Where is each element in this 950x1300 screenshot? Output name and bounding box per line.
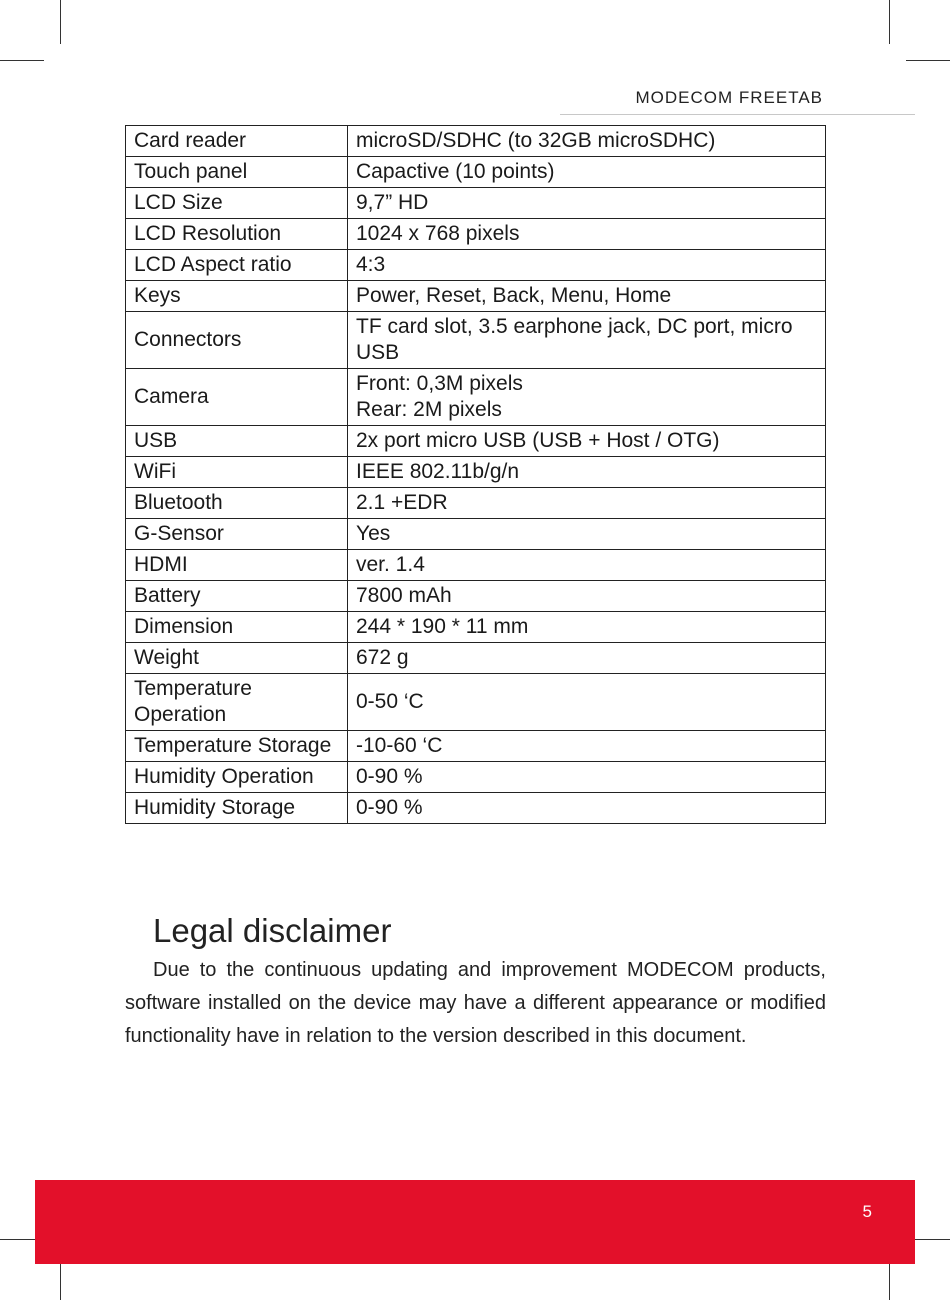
- spec-value: Yes: [348, 519, 826, 550]
- spec-row: [126, 550, 826, 581]
- spec-label: Temperature Storage: [126, 731, 348, 762]
- legal-heading: Legal disclaimer: [153, 912, 392, 949]
- spec-value: 9,7” HD: [348, 188, 826, 219]
- spec-value: 1024 x 768 pixels: [348, 219, 826, 250]
- spec-value: 0-90 %: [348, 793, 826, 824]
- legal-body: Due to the continuous updating and improvement MODECOM products, software installed on the device may have a different appearance or modified functionality have in relation to the version described in this document.: [125, 959, 826, 1047]
- spec-label: Weight: [126, 643, 348, 674]
- spec-label: Bluetooth: [126, 488, 348, 519]
- spec-row: [126, 219, 826, 250]
- spec-label: Humidity Storage: [126, 793, 348, 824]
- crop-mark: [60, 0, 61, 44]
- spec-value: Capactive (10 points): [348, 157, 826, 188]
- spec-row: [126, 793, 826, 824]
- spec-value: 244 * 190 * 11 mm: [348, 612, 826, 643]
- spec-row: [126, 643, 826, 674]
- spec-value: -10-60 ‘C: [348, 731, 826, 762]
- page-number: 5: [862, 1202, 872, 1221]
- spec-row: [126, 250, 826, 281]
- spec-value: 2x port micro USB (USB + Host / OTG): [348, 426, 826, 457]
- header-title: MODECOM FREETAB: [635, 88, 823, 107]
- spec-row: [126, 457, 826, 488]
- spec-value: 0-50 ‘C: [348, 674, 826, 731]
- spec-value: 672 g: [348, 643, 826, 674]
- spec-value: ver. 1.4: [348, 550, 826, 581]
- spec-label: Temperature Operation: [126, 674, 348, 731]
- spec-label: LCD Size: [126, 188, 348, 219]
- spec-label: Connectors: [126, 312, 348, 369]
- spec-label: Battery: [126, 581, 348, 612]
- spec-row: [126, 731, 826, 762]
- spec-label: LCD Resolution: [126, 219, 348, 250]
- footer-bar: [35, 1180, 915, 1264]
- spec-row: [126, 312, 826, 369]
- spec-row: [126, 612, 826, 643]
- spec-label: Card reader: [126, 126, 348, 157]
- crop-mark: [889, 0, 890, 44]
- header-rule: [560, 114, 915, 115]
- spec-label: G-Sensor: [126, 519, 348, 550]
- spec-row: [126, 519, 826, 550]
- spec-row: [126, 674, 826, 731]
- spec-row: [126, 281, 826, 312]
- spec-value: 4:3: [348, 250, 826, 281]
- spec-row: [126, 188, 826, 219]
- spec-row: [126, 581, 826, 612]
- spec-value: 0-90 %: [348, 762, 826, 793]
- spec-value: Power, Reset, Back, Menu, Home: [348, 281, 826, 312]
- spec-value: microSD/SDHC (to 32GB microSDHC): [348, 126, 826, 157]
- spec-label: Dimension: [126, 612, 348, 643]
- spec-value: Front: 0,3M pixels Rear: 2M pixels: [348, 369, 826, 426]
- spec-value: 7800 mAh: [348, 581, 826, 612]
- spec-row: [126, 488, 826, 519]
- spec-row: [126, 426, 826, 457]
- spec-value: IEEE 802.11b/g/n: [348, 457, 826, 488]
- spec-row: [126, 157, 826, 188]
- spec-label: USB: [126, 426, 348, 457]
- spec-row: [126, 762, 826, 793]
- spec-label: LCD Aspect ratio: [126, 250, 348, 281]
- crop-mark: [0, 60, 44, 61]
- spec-label: HDMI: [126, 550, 348, 581]
- spec-label: Touch panel: [126, 157, 348, 188]
- spec-value: 2.1 +EDR: [348, 488, 826, 519]
- spec-row: [126, 369, 826, 426]
- spec-row: [126, 126, 826, 157]
- spec-label: Camera: [126, 369, 348, 426]
- spec-label: WiFi: [126, 457, 348, 488]
- spec-value: TF card slot, 3.5 earphone jack, DC port, micro USB: [348, 312, 826, 369]
- specs-table: [125, 125, 826, 824]
- crop-mark: [906, 60, 950, 61]
- spec-label: Keys: [126, 281, 348, 312]
- spec-label: Humidity Operation: [126, 762, 348, 793]
